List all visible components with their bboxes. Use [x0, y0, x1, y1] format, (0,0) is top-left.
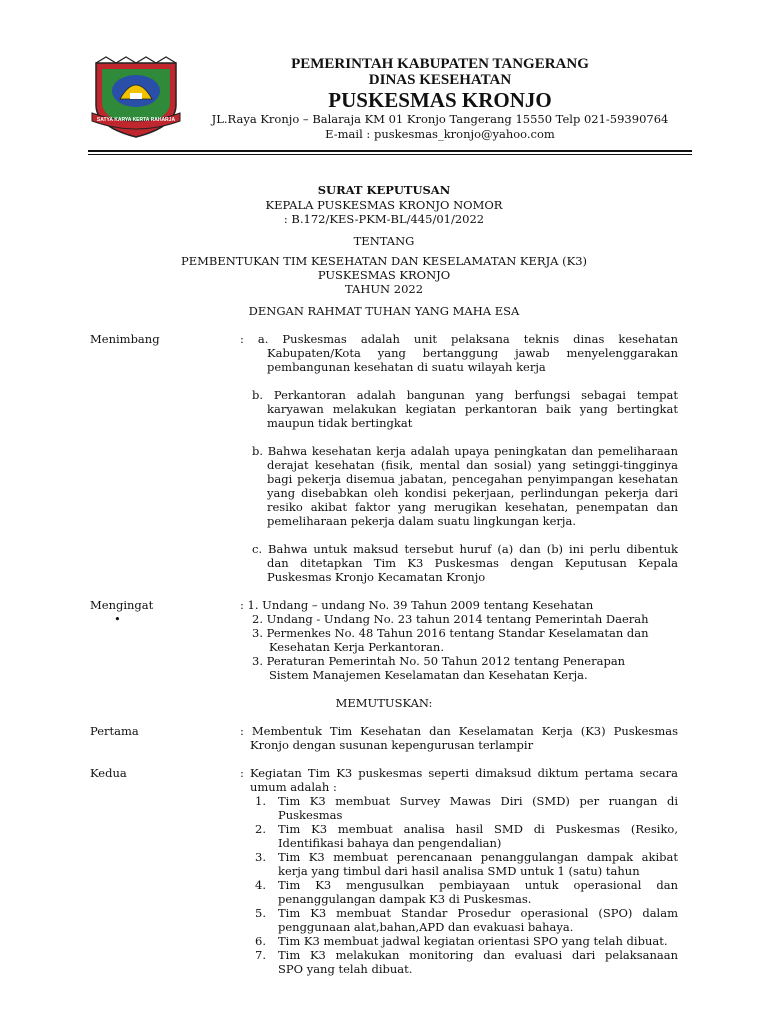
decree-number: : B.172/KES-PKM-BL/445/01/2022 [283, 212, 485, 226]
menimbang-a-line: Kabupaten/Kota yang bertanggung jawab menyelenggarakan [267, 346, 678, 360]
menimbang-b2-line: bagi pekerja disemua jabatan, pencegahan penyimpangan kesehatan [267, 472, 678, 486]
kedua-intro: umum adalah : [250, 780, 337, 794]
kedua-item-line: Tim K3 membuat Standar Prosedur operasional (SPO) dalam [278, 906, 678, 920]
mengingat-label: Mengingat [90, 598, 154, 612]
kedua-item-line: Puskesmas [278, 808, 343, 822]
kedua-item-number: 6. [255, 934, 266, 948]
kedua-item-line: Tim K3 membuat Survey Mawas Diri (SMD) per ruangan di [278, 794, 678, 808]
gov-title: PEMERINTAH KABUPATEN TANGERANG [291, 56, 589, 72]
menimbang-c-line: dan ditetapkan Tim K3 Puskesmas dengan Keputusan Kepala [267, 556, 678, 570]
kedua-item-line: Tim K3 membuat jadwal kegiatan orientasi SPO yang telah dibuat. [278, 934, 668, 948]
kedua-item-number: 1. [255, 794, 266, 808]
kedua-item-number: 4. [255, 878, 266, 892]
decree-subject: PEMBENTUKAN TIM KESEHATAN DAN KESELAMATAN KERJA (K3) [180, 254, 588, 268]
address-line: JL.Raya Kronjo – Balaraja KM 01 Kronjo Tangerang 15550 Telp 021-59390764 [211, 112, 669, 126]
kedua-item-line: Tim K3 mengusulkan pembiayaan untuk operasional dan [278, 878, 678, 892]
dept-title: DINAS KESEHATAN [368, 72, 512, 88]
pertama-line: : Membentuk Tim Kesehatan dan Keselamatan Kerja (K3) Puskesmas [240, 724, 678, 738]
decree-issuer: KEPALA PUSKESMAS KRONJO NOMOR [265, 198, 503, 212]
kedua-item-line: penggunaan alat,bahan,APD dan evakuasi bahaya. [278, 920, 574, 934]
blessing-line: DENGAN RAHMAT TUHAN YANG MAHA ESA [248, 304, 520, 318]
menimbang-c-line: Puskesmas Kronjo Kecamatan Kronjo [267, 570, 486, 584]
menimbang-b2-line: b. Bahwa kesehatan kerja adalah upaya peningkatan dan pemeliharaan [252, 444, 678, 458]
pertama-line: Kronjo dengan susunan kepengurusan terlampir [250, 738, 534, 752]
decree-subject-org: PUSKESMAS KRONJO [317, 268, 451, 282]
menimbang-label: Menimbang [90, 332, 160, 346]
menimbang-b1-line: b. Perkantoran adalah bangunan yang berfungsi sebagai tempat [252, 388, 678, 402]
kedua-item-line: Tim K3 melakukan monitoring dan evaluasi dari pelaksanaan [278, 948, 678, 962]
email-line: E-mail : puskesmas_kronjo@yahoo.com [325, 127, 555, 141]
decree-heading: SURAT KEPUTUSAN [317, 183, 451, 197]
menimbang-b1-line: maupun tidak bertingkat [267, 416, 413, 430]
kedua-item-number: 5. [255, 906, 266, 920]
menimbang-b2-line: yang disebabkan oleh kondisi pekerjaan, perlindungan pekerja dari [267, 486, 678, 500]
kedua-item-line: Tim K3 membuat analisa hasil SMD di Puskesmas (Resiko, [278, 822, 678, 836]
kedua-item-line: Tim K3 membuat perencanaan penanggulangan dampak akibat [278, 850, 678, 864]
kedua-item-line: SPO yang telah dibuat. [278, 962, 413, 976]
kedua-item-number: 3. [255, 850, 266, 864]
kedua-intro: : Kegiatan Tim K3 puskesmas seperti dimaksud diktum pertama secara [240, 766, 678, 780]
menimbang-a-line: pembangunan kesehatan di suatu wilayah kerja [267, 360, 546, 374]
mengingat-item: Sistem Manajemen Keselamatan dan Kesehatan Kerja. [269, 668, 588, 682]
kedua-item-line: Identifikasi bahaya dan pengendalian) [278, 836, 502, 850]
kedua-item-number: 7. [255, 948, 266, 962]
menimbang-a-line: : a. Puskesmas adalah unit pelaksana teknis dinas kesehatan [240, 332, 678, 346]
header-rule-thin [88, 154, 692, 155]
coat-of-arms-icon [86, 55, 186, 140]
memutuskan-heading: MEMUTUSKAN: [335, 696, 433, 710]
pertama-label: Pertama [90, 724, 139, 738]
regency-logo [86, 55, 186, 140]
mengingat-item: 3. Peraturan Pemerintah No. 50 Tahun 2012 tentang Penerapan [252, 654, 626, 668]
mengingat-item: 2. Undang - Undang No. 23 tahun 2014 tentang Pemerintah Daerah [252, 612, 649, 626]
menimbang-b2-line: resiko akibat faktor yang merugikan kesehatan, penempatan dan [267, 500, 678, 514]
menimbang-b1-line: karyawan melakukan kegiatan perkantoran baik yang bertingkat [267, 402, 678, 416]
kedua-item-line: kerja yang timbul dari hasil analisa SMD untuk 1 (satu) tahun [278, 864, 640, 878]
menimbang-b2-line: pemeliharaan pekerja dalam suatu lingkungan kerja. [267, 514, 576, 528]
mengingat-item: Kesehatan Kerja Perkantoran. [269, 640, 444, 654]
bullet-icon: • [114, 612, 121, 626]
org-title: PUSKESMAS KRONJO [328, 88, 552, 112]
kedua-item-line: penanggulangan dampak K3 di Puskesmas. [278, 892, 532, 906]
menimbang-c-line: c. Bahwa untuk maksud tersebut huruf (a) dan (b) ini perlu dibentuk [252, 542, 678, 556]
mengingat-item: : 1. Undang – undang No. 39 Tahun 2009 tentang Kesehatan [240, 598, 594, 612]
decree-year: TAHUN 2022 [344, 282, 424, 296]
menimbang-b2-line: derajat kesehatan (fisik, mental dan sosial) yang setinggi-tingginya [267, 458, 678, 472]
tentang-label: TENTANG [353, 234, 415, 248]
header-rule [88, 150, 692, 152]
kedua-label: Kedua [90, 766, 127, 780]
kedua-item-number: 2. [255, 822, 266, 836]
mengingat-item: 3. Permenkes No. 48 Tahun 2016 tentang Standar Keselamatan dan [252, 626, 649, 640]
svg-text:SATYA KARYA KERTA RAHARJA: SATYA KARYA KERTA RAHARJA [96, 117, 176, 123]
